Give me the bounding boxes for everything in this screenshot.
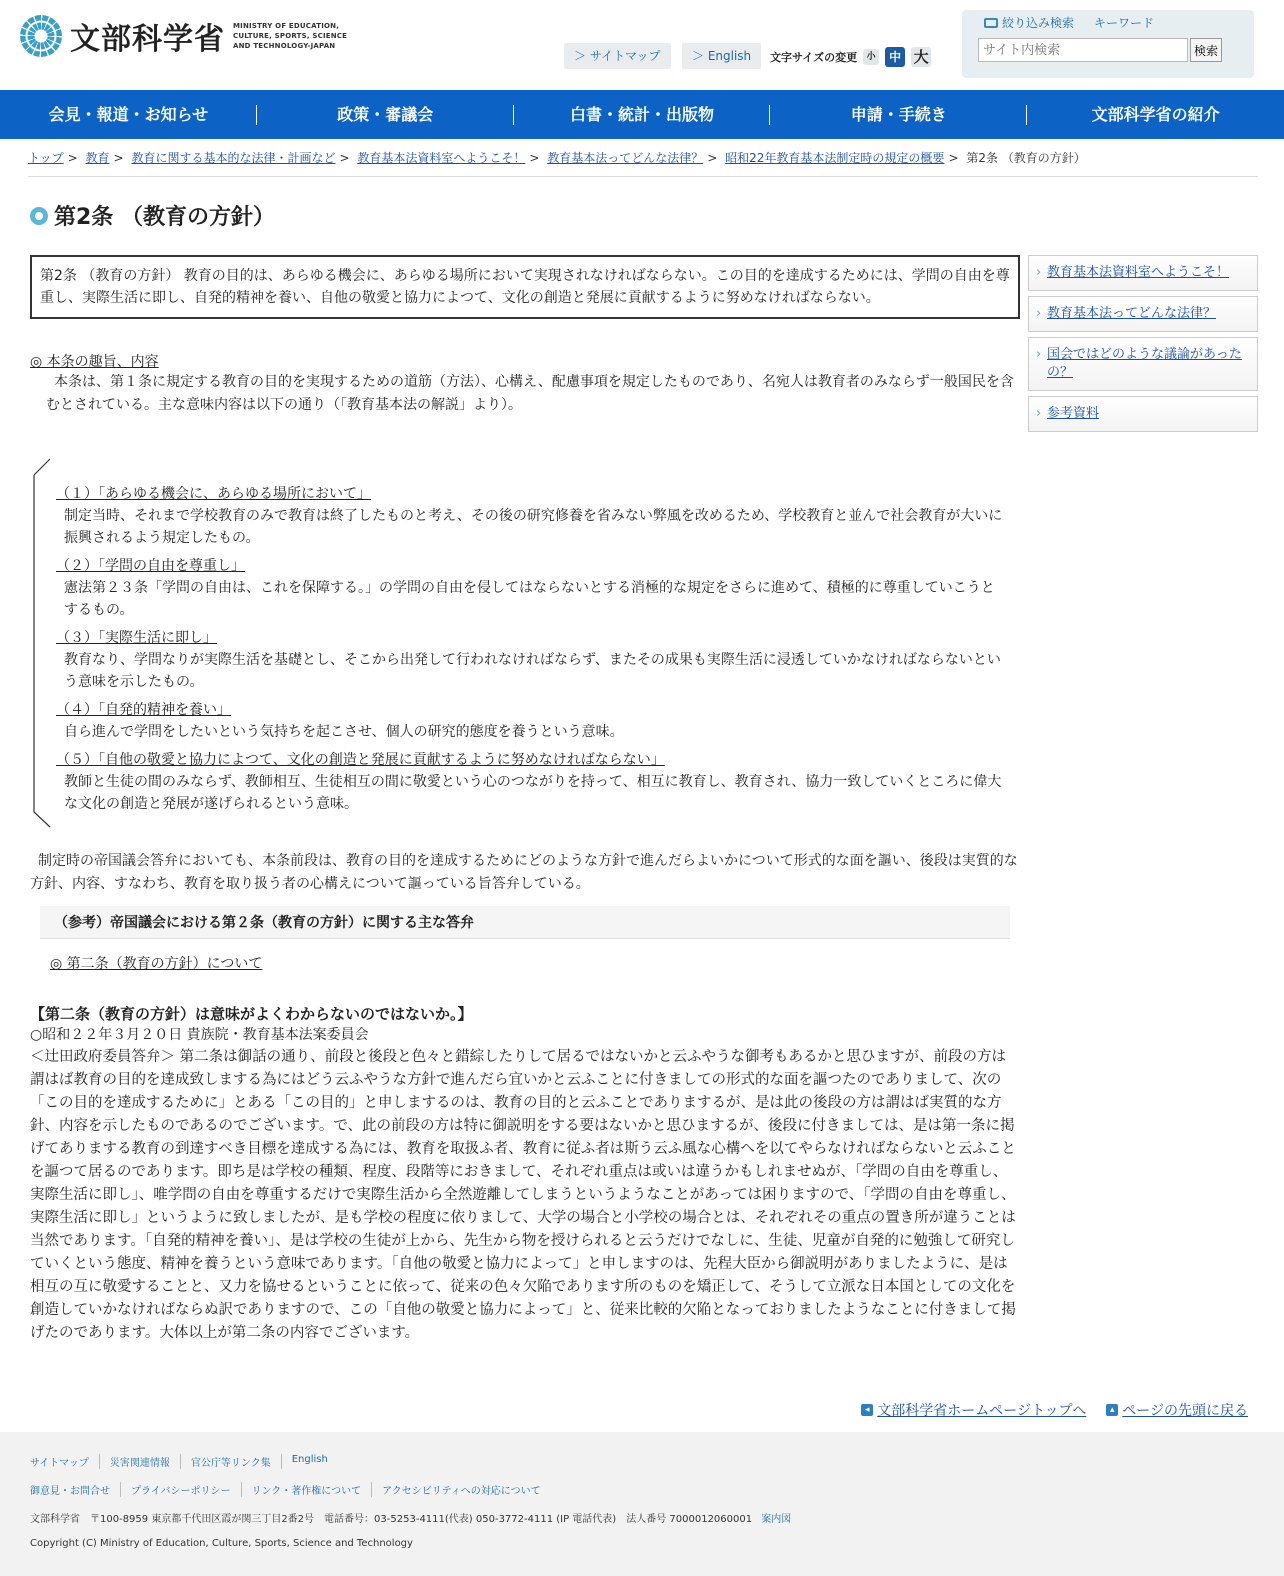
page-title: [30, 200, 275, 231]
font-size-medium-button[interactable]: 中: [885, 47, 905, 67]
nav-publications[interactable]: 白書・統計・出版物: [514, 90, 771, 139]
meaning-points: [30, 447, 1020, 832]
sidebar-item-what-is-law[interactable]: [1028, 296, 1258, 332]
footer-link[interactable]: 御意見・お問合せ: [30, 1482, 121, 1497]
footer-links-primary: [30, 1454, 338, 1469]
logo-english: MINISTRY OF EDUCATION, CULTURE, SPORTS, SCIENCE AND TECHNOLOGY-JAPAN: [233, 22, 348, 50]
font-size-small-button[interactable]: 小: [863, 49, 879, 65]
sidebar-link[interactable]: 国会ではどのような議論があったの？: [1047, 347, 1242, 380]
breadcrumb-link[interactable]: 教育に関する基本的な法律・計画など: [131, 151, 336, 165]
logo-name: 文部科学省: [70, 22, 225, 57]
mext-logo-icon: [20, 15, 62, 57]
point-heading: （３）「実際生活に即し」: [56, 630, 217, 646]
points-list: [56, 483, 1006, 821]
address-text: 文部科学省 〒100-8959 東京都千代田区霞が関三丁目2番2号 電話番号：03-5253-4111(代表) 050-3772-4111 (IP 電話代表) 法人番号 7000012060001: [30, 1514, 753, 1525]
nav-about[interactable]: 文部科学省の紹介: [1091, 105, 1220, 124]
sidebar: [1028, 255, 1258, 437]
site-footer: [0, 1432, 1284, 1576]
page-top-label[interactable]: ページの先頭に戻る: [1122, 1403, 1248, 1419]
copyright: Copyright (C) Ministry of Education, Culture, Sports, Science and Technology: [30, 1538, 413, 1549]
sidebar-link[interactable]: 教育基本法資料室へようこそ！: [1047, 265, 1230, 280]
point-heading: （５）「自他の敬愛と協力によつて、文化の創造と発展に貢献するように努めなければならない」: [56, 752, 665, 768]
breadcrumb-link[interactable]: 教育: [85, 151, 110, 165]
intent-heading: ◎ 本条の趣旨、内容: [30, 354, 159, 370]
font-size-switcher: [770, 47, 931, 67]
title-bullet-icon: [30, 207, 48, 225]
sidebar-item-references[interactable]: [1028, 396, 1258, 432]
main-content: [30, 255, 1020, 1345]
site-header: [0, 0, 1284, 90]
arrow-up-icon: ▴: [1106, 1404, 1118, 1416]
point-body: 教育なり、学問なりが実際生活を基礎とし、そこから出発して行われなければならず、またその成果も実際生活に浸透していかなければならないという意味を示したもの。: [64, 652, 1001, 690]
breadcrumb-link[interactable]: 教育基本法資料室へようこそ！: [357, 151, 526, 165]
breadcrumb-link[interactable]: 教育基本法ってどんな法律？: [547, 151, 704, 165]
footer-link[interactable]: 官公庁等リンク集: [181, 1454, 282, 1469]
footer-link[interactable]: 災害関連情報: [100, 1454, 181, 1469]
sitemap-button[interactable]: ＞ サイトマップ: [564, 43, 671, 69]
refine-search-link[interactable]: [984, 14, 1074, 31]
search-options: [984, 14, 1154, 31]
footer-link[interactable]: プライバシーポリシー: [121, 1482, 242, 1497]
search-refine-icon: [984, 18, 998, 28]
search-input[interactable]: [978, 38, 1188, 62]
font-size-label: 文字サイズの変更: [770, 51, 858, 64]
point-body: 教師と生徒の間のみならず、教師相互、生徒相互の間に敬愛という心のつながりを持って、相互に教育し、教育され、協力一致していくところに偉大な文化の創造と発展が遂げられるという意味。: [64, 774, 1002, 812]
point-body: 自ら進んで学問をしたいという気持ちを起こさせ、個人の研究的態度を養うという意味。: [64, 724, 624, 740]
point-heading: （２）「学問の自由を尊重し」: [56, 558, 245, 574]
home-link[interactable]: [861, 1400, 1086, 1420]
footer-link[interactable]: サイトマップ: [30, 1454, 100, 1469]
search-button[interactable]: 検索: [1190, 38, 1222, 62]
sidebar-item-diet-debate[interactable]: [1028, 337, 1258, 391]
page-bottom-links: [861, 1400, 1248, 1420]
site-logo[interactable]: [20, 14, 363, 58]
breadcrumb-link[interactable]: 昭和22年教育基本法制定時の規定の概要: [725, 151, 945, 165]
reference-question: 【第二条（教育の方針）は意味がよくわからないのではないか。】: [30, 1005, 473, 1023]
point-body: 憲法第２３条「学問の自由は、これを保障する。」の学問の自由を侵してはならないとする消極的な規定をさらに進めて、積極的に尊重していこうとするもの。: [64, 580, 995, 618]
breadcrumb-current: 第2条 （教育の方針）: [966, 151, 1086, 165]
global-nav: [0, 90, 1284, 139]
nav-policy[interactable]: 政策・審議会: [257, 90, 514, 139]
sidebar-item-welcome[interactable]: [1028, 255, 1258, 291]
nav-applications[interactable]: 申請・手続き: [770, 90, 1027, 139]
article-text: 第2条 （教育の方針） 教育の目的は、あらゆる機会に、あらゆる場所において実現されなければならない。この目的を達成するためには、学問の自由を尊重し、実際生活に即し、自発的精神を養い、自他の敬愛と協力によつて、文化の創造と発展に貢献するように努めなければならない。: [30, 255, 1020, 319]
arrow-left-icon: ◂: [861, 1404, 873, 1416]
home-link-label[interactable]: 文部科学省ホームページトップへ: [877, 1403, 1087, 1419]
sidebar-link[interactable]: 参考資料: [1047, 406, 1100, 421]
reference-heading: （参考）帝国議会における第２条（教育の方針）に関する主な答弁: [40, 906, 1010, 939]
breadcrumb-link[interactable]: トップ: [28, 151, 64, 165]
font-size-large-button[interactable]: 大: [911, 47, 931, 67]
footer-link[interactable]: アクセシビリティへの対応について: [382, 1486, 541, 1497]
sidebar-link[interactable]: 教育基本法ってどんな法律？: [1047, 306, 1217, 321]
english-button[interactable]: ＞ English: [682, 43, 761, 69]
map-link[interactable]: 案内図: [761, 1514, 792, 1525]
breadcrumb: トップ > 教育 > 教育に関する基本的な法律・計画など > 教育基本法資料室へようこそ！ > 教育基本法ってどんな法律？ > 昭和22年教育基本法制定時の規定の概要 > 第2条 （教育の方針）: [28, 149, 1258, 177]
reference-subheading: ◎ 第二条（教育の方針）について: [50, 956, 263, 972]
footer-link[interactable]: リンク・著作権について: [242, 1482, 373, 1497]
summary-text: 制定時の帝国議会答弁においても、本条前段は、教育の目的を達成するためにどのような方針で進んだらよいかについて形式的な面を謳い、後段は実質的な方針、内容、すなわち、教育を取り扱う者の心構えについて謳っている旨答弁している。: [30, 853, 1018, 892]
footer-link[interactable]: English: [291, 1454, 328, 1465]
refine-search-label: 絞り込み検索: [1002, 16, 1075, 30]
reference-answer: ＜辻田政府委員答弁＞ 第二条は御話の通り、前段と後段と色々と錯綜したりして居るではないかと云ふやうな御考もあるかと思ひますが、前段の方は謂はば教育の目的を達成致しまする為にはどう云ふやうな方針で進んだら宜いかと云ふことに付きましての形式的な面を謳つたのでありまして、次の「この目的を達成するために」とある「この目的」と申しまするのは、教育の目的と云ふことでありまするが、是は此の後段の方は謂はば実質的な方針、内容を示したものであるのでございます。で、此の前段の方は特に御説明をする要はないかと思ひまするが、後段に付きましては、是は第一条に掲げてありまする教育の到達すべき目標を達成する為には、教育を取扱ふ者、教育に従ふ者は斯う云ふ風な心構へを以てやらなければならないと云ふことを謳つて居るのであります。即ち是は学校の種類、程度、段階等におきまして、それぞれ重点は或いは違うかもしれませぬが、「学問の自由を尊重し、実際生活に即し」、唯学問の自由を尊重するだけで実際生活から全然遊離してしまうというようなことがあっては困りますので、「学問の自由を尊重し、実際生活に即し」というように致しましたが、是も学校の程度に依りまして、大学の場合と小学校の場合とは、それぞれその重点の置き所が違うことは当然であります。「自発的精神を養い」、是は学校の生徒が上から、先生から物を授けられると云うだけでなしに、生徒、児童が自発的に勉強して研究していくという態度、精神を養うという意味であります。「自他の敬愛と協力によって」と申しますのは、先程大臣から御説明がありましたように、是は相互の互に敬愛することと、又力を協せるということに依って、従来の色々欠陥であります所のものを矯正して、そうして立派な日本国としての文化を創造していかなければならぬ訳でありますので、この「自他の敬愛と協力によって」と、従来比較的欠陥となっておりましたようなことに付きまして掲げたのであります。大体以上が第二条の内容でございます。: [30, 1049, 1016, 1341]
nav-press[interactable]: 会見・報道・お知らせ: [0, 90, 257, 139]
footer-address: [30, 1510, 791, 1525]
point-body: 制定当時、それまで学校教育のみで教育は終了したものと考え、その後の研究修養を省みない弊風を改めるため、学校教育と並んで社会教育が大いに振興されるよう規定したもの。: [64, 508, 1003, 546]
footer-links-secondary: [30, 1482, 551, 1497]
page-title-text: 第2条 （教育の方針）: [54, 205, 275, 230]
keyword-link[interactable]: キーワード: [1094, 16, 1155, 30]
page-top-link[interactable]: [1106, 1400, 1248, 1420]
search-box: [962, 10, 1254, 78]
point-heading: （４）「自発的精神を養い」: [56, 702, 231, 718]
point-heading: （１）「あらゆる機会に、あらゆる場所において」: [56, 486, 371, 502]
intent-body: 本条は、第１条に規定する教育の目的を実現するための道筋（方法）、心構え、配慮事項を規定したものであり、名宛人は教育者のみならず一般国民を含むとされている。主な意味内容は以下の通り（「教育基本法の解説」より）。: [46, 374, 1014, 413]
reference-date: ○昭和２２年３月２０日 貴族院・教育基本法案委員会: [30, 1027, 369, 1043]
